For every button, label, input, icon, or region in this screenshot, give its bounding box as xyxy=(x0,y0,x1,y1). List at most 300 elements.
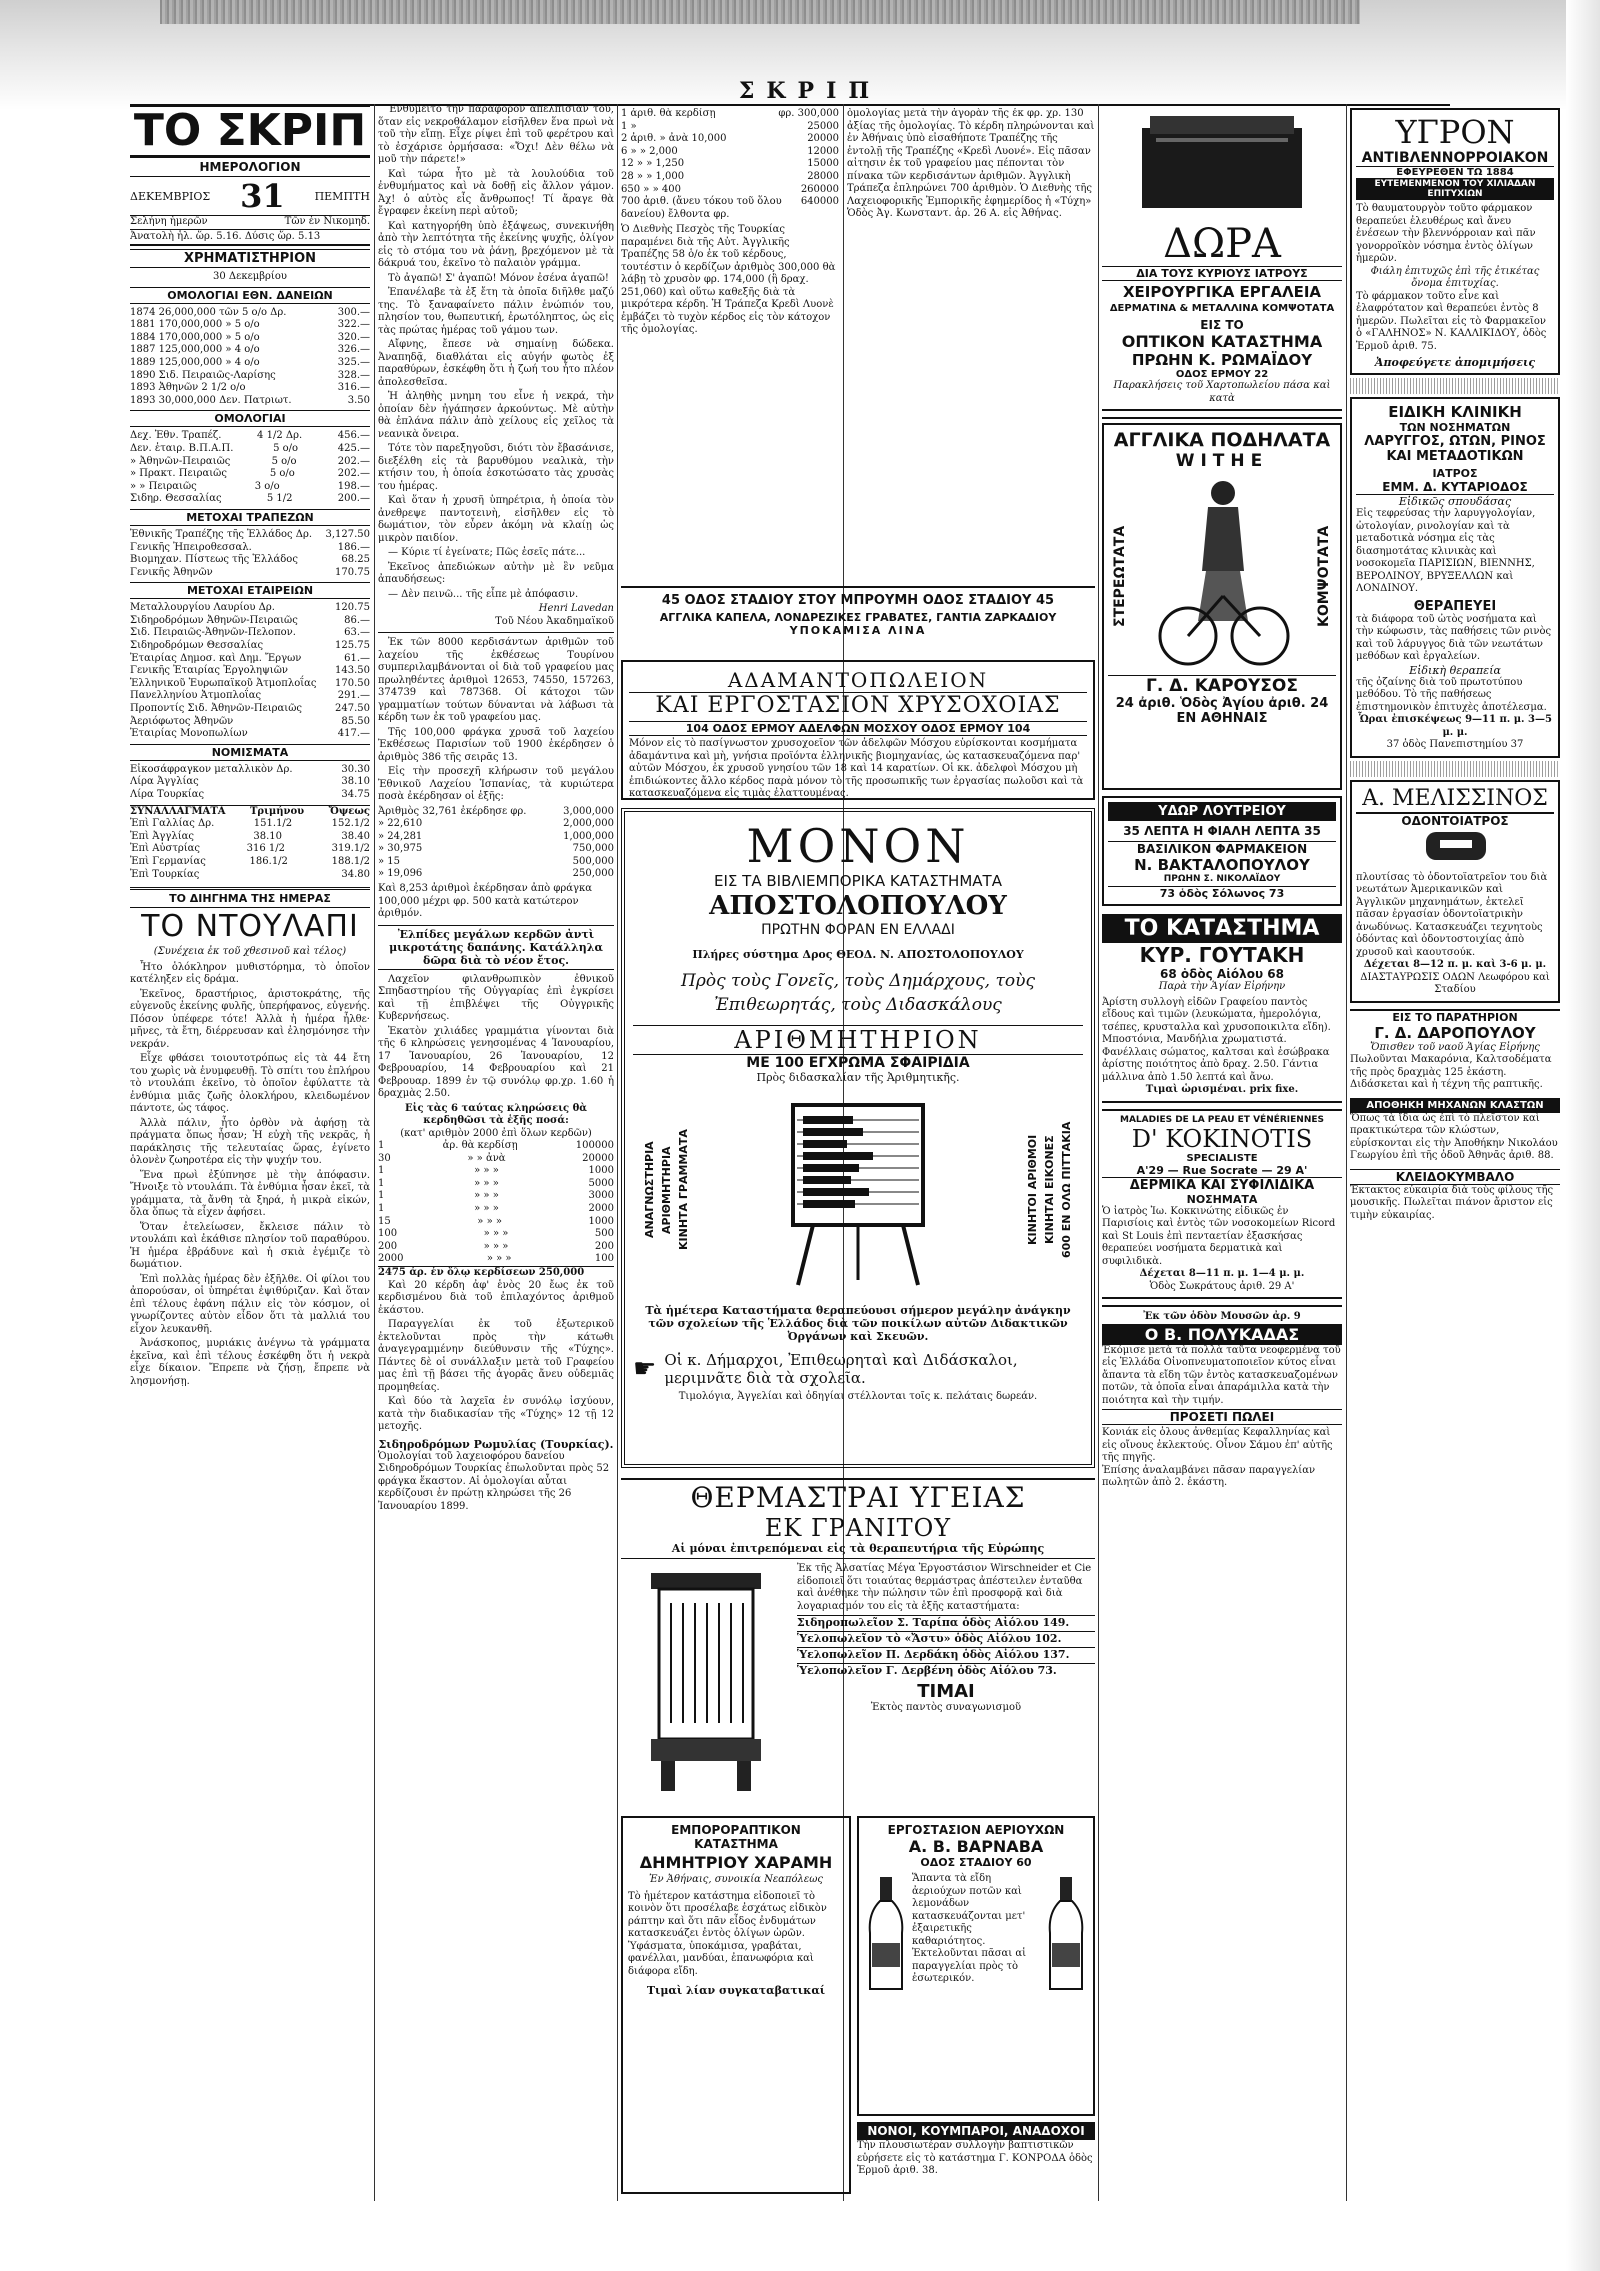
moon-text: Σελήνη ἡμερῶν xyxy=(130,216,208,227)
stove-image xyxy=(621,1563,791,1803)
exchange-rate-row-cell: 38.40 xyxy=(341,830,370,842)
abacus-illustration-block xyxy=(633,1090,1083,1300)
lottery-table-row-cell: 200 xyxy=(594,1240,614,1252)
kokinotis-hours: Δέχεται 8—11 π. μ. 1—4 μ. μ. xyxy=(1139,1268,1305,1279)
story-paragraph: Εἶχε φθάσει τοιουτοτρόπως εἰς τὰ 44 ἔτη του χωρὶς νὰ ἐνυμφευθῇ. Τὸ σπίτι του ἐπλήρου τὸ ντουλάπι ἐκεῖνο, τὸ ὁποῖον ἐφύλαττε τὰ ἐνθύμια μιᾶς ζωῆς ὁλοκλήρου, κλειδωμένον πάντοτε, ὡς τάφος. xyxy=(130,1053,370,1115)
loan-row-cell: 1887 125,000,000 » 4 ο/ο xyxy=(130,344,260,356)
loan-row-cell: 1874 26,000,000 τῶν 5 ο/ο Δρ. xyxy=(130,306,287,318)
prize-row-cell: » 19,096 xyxy=(378,868,423,880)
jewelry-text: Μόνον εἰς τὸ πασίγνωστον χρυσοχοεῖον τῶν ἀδελφῶν Μόσχου εὑρίσκονται κοσμήματα ἀδαμάντινα καὶ μὴ, γνήσια προϊόντα ἑλληνικῆς βιομηχανίας, ὡς κατασκευαζόμενα παρ' αὐτῶν Μόσχου, ἐκ χρυσοῦ γνησίου τῶν 18 καὶ 14 καρατίων. Οἱ κκ. ἀδελφοὶ Μόσχου μὴ ἐπιδιώκοντες ἄλλο κέρδος παρὰ μόνον τὸ τῆς προσωπικῆς των ἐργασίας πωλοῦσι καὶ τὰ κατασκευαζόμενα εἰς τιμὰς ἐλαττουμένας. xyxy=(629,738,1084,799)
optician-line-5: ΟΠΤΙΚΟΝ ΚΑΤΑΣΤΗΜΑ xyxy=(1121,332,1323,351)
pharmacy-ad xyxy=(1102,796,1342,906)
exchange-title: ΧΡΗΜΑΤΙΣΤΗΡΙΟΝ xyxy=(130,249,370,268)
lottery-table-row-cell: 1 xyxy=(378,1190,385,1202)
granite-stoves-ad xyxy=(621,1478,1095,1808)
story-paragraph: Καὶ κατηγορήθη ὑπὸ ἐξάψεως, συνεκινήθη ἀπὸ τὴν λεπτότητα τῆς ἐκείνης ψυχῆς, ὀλίγον εἰς τὸ στόμα του νὰ ῥάνῃ, βρεχόμενον μὲ τὰ δάκρυά του, ἐκεῖνο τὸ παλαιὸν γράμμα. xyxy=(378,220,614,269)
stoves-title-2: ΕΚ ΓΡΑΝΙΤΟΥ xyxy=(764,1514,952,1542)
company-share-row-cell: 63.— xyxy=(344,627,370,639)
company-share-row xyxy=(130,653,370,666)
story-paragraph: Ἐκεῖνος, δραστήριος, ἀριστοκράτης, τῆς εὐγενοῦς ἐκείνης φυλῆς, ὑπερήφανος, εὐγενής. Πόσον ὑπέφερε τότε! Ἀλλὰ ἡ ἡμέρα ἦλθε· μῆνες, τὰ ἔτη, διέρρευσαν καὶ ἐλησμόνησε τὴν νεκράν. xyxy=(130,988,370,1050)
column-rule xyxy=(1346,104,1347,2201)
currency-row-cell: Εἰκοσάφραγκον μεταλλικὸν Δρ. xyxy=(130,763,293,775)
clinic-text-3: τῆς ὀζαίνης διὰ τοῦ πρωτοτύπου μεθόδου. Τὸ τῆς παθήσεως ἐπιστημονικὸν ἐπιτυχὲς ἀποτέλεσμα. xyxy=(1356,676,1547,713)
ottoman-lottery-row xyxy=(621,146,839,159)
bottle-image xyxy=(864,1873,908,1993)
ygron-title-2: ΑΝΤΙΒΛΕΝΝΟΡΡΟΙΑΚΟΝ xyxy=(1361,150,1549,166)
company-share-row xyxy=(130,627,370,640)
exchange-rate-row-cell: Ἐπὶ Γερμανίας xyxy=(130,855,206,867)
polykadas-line-1: Ἐκ τῶν ὁδὸν Μουσῶν ἀρ. 9 xyxy=(1143,1311,1301,1322)
story-paragraph: Ἕνα πρωὶ ἐξύπνησε μὲ τὴν ἀπόφασιν. Ἤνοιξε τὸ ντουλάπι. Τὰ ἐνθύμια ἦσαν ἐκεῖ, τὰ γράμματα, τὰ ἄνθη τὰ ξηρά, ἡ μικρὰ εἰκών, ὅλα ὅπως τὰ εἶχεν ἀφήσει. xyxy=(130,1169,370,1219)
goutakis-store-ad xyxy=(1102,914,1342,1097)
bank-share-row-cell: 170.75 xyxy=(335,566,370,578)
company-share-row-cell: Σιδηροδρόμων Θεσσαλίας xyxy=(130,640,264,652)
lottery-table-row-cell: 1 xyxy=(378,1203,385,1215)
abacus-image xyxy=(773,1100,943,1290)
apostolopoulos-ad xyxy=(621,808,1095,1468)
currency-row xyxy=(130,764,370,777)
loan-row-cell: 316.— xyxy=(337,382,370,394)
bond-row xyxy=(130,493,370,506)
story-continuation xyxy=(378,104,614,601)
godparents-text: Τὴν πλουσιωτέραν συλλογὴν βαπτιστικῶν εὑρήσετε εἰς τὸ κατάστημα Γ. ΚΟΝΡΟΔΑ ὁδὸς Ἑρμοῦ ἀριθ. 38. xyxy=(857,2140,1093,2176)
exchange-rates-header xyxy=(130,806,370,819)
currency-row-cell: Λίρα Ἀγγλίας xyxy=(130,776,199,788)
bank-share-row xyxy=(130,567,370,580)
ottoman-lottery-row-cell: 25000 xyxy=(807,120,839,132)
stoves-prices-note: Ἐκτὸς παντὸς συναγωνισμοῦ xyxy=(870,1702,1022,1713)
bond-row-cell: 202.— xyxy=(337,455,370,467)
ottoman-lottery-row-cell: 12000 xyxy=(807,145,839,157)
loan-row-cell: 1881 170,000,000 » 5 ο/ο xyxy=(130,319,260,331)
lottery-table-row xyxy=(378,1241,614,1254)
broumis-store-title: 45 ΟΔΟΣ ΣΤΑΔΙΟΥ ΣΤΟΥ ΜΠΡΟΥΜΗ ΟΔΟΣ ΣΤΑΔΙΟΥ 45 xyxy=(661,593,1055,608)
prize-row xyxy=(378,856,614,869)
bicycles-address: 24 ἀριθ. Ὁδὸς Ἀγίου ἀριθ. 24 xyxy=(1115,696,1329,711)
article-paragraph: Ἑκατὸν χιλιάδες γραμμάτια γίνονται διὰ τῆς 6 κληρώσεις γενησομένας 4 Ἰανουαρίου, 17 Ἰανουαρίου, 26 Ἰανουαρίου, 12 Φεβρουαρίου, 14 Φεβρουαρίου καὶ 21 Φεβρουαρ. 1899 ἐν τῷ συνόλῳ φρ.χρ. 1.60 ἡ δραχμὰς 2.50. xyxy=(378,1025,614,1100)
story-paragraph: Τότε τὸν παρεξηγοῦσι, διότι τὸν ἔβασάνισε, διεξέλθη εἰς τὰ βαρυθύμου νεαλικὰ, τὴν κτήσιν του, ἡ ὁποία ἐσκοτώσατο τὰς χρυσὰς του ἡμέρας. xyxy=(378,443,614,492)
daropoulos-text: Πωλοῦνται Μακαρόνια, Καλτσοδέματα τῆς πρὸς δραχμὰς 125 ἑκάστη. Διδάσκεται καὶ ἡ τέχνη τῆς ραπτικῆς. xyxy=(1350,1054,1552,1090)
tailor-footer: Τιμαὶ λίαν συγκαταβατικαί xyxy=(646,1984,826,1997)
scan-top-shadow xyxy=(160,0,1360,24)
bond-row-cell: » Πρακτ. Πειραιῶς xyxy=(130,468,227,480)
bicycles-right-label: ΚΟΜΨΟΤΑΤΑ xyxy=(1316,525,1332,627)
ottoman-lottery-row-cell: 28000 xyxy=(807,170,839,182)
story-paragraph: Ἐνθυμεῖτο τὴν παράφορον ἀπελπισίαν του, ὅταν εἰς νεκροθάλαμον εἰσῆλθεν ἕνα πρωὶ νὰ τοῦ τὴν εἴπῃ. Εἶχε ρίψει ἐπὶ τοῦ φερέτρου καὶ τὸ ἐσχάρισε ὁρμήσασα: «Ὄχι! Δὲν θέλω νὰ μοῦ τὴν πάρετε!» xyxy=(378,104,614,165)
calendar-month: ΔΕΚΕΜΒΡΙΟΣ xyxy=(130,189,211,203)
clinic-title: ΕΙΔΙΚΗ ΚΛΙΝΙΚΗ xyxy=(1388,403,1522,421)
exchange-rate-row-cell: Ἐπὶ Γαλλίας Δρ. xyxy=(130,818,215,830)
column-1 xyxy=(130,104,370,2201)
lottery-orders-text xyxy=(378,1280,614,1434)
lottery-table-row-cell: » » » xyxy=(474,1165,499,1177)
goutakis-title: ΤΟ ΚΑΤΑΣΤΗΜΑ xyxy=(1102,914,1342,943)
story-paragraph: Καὶ ὅταν ἡ χρυσῆ ὑπηρέτρια, ἡ ὁποία τὸν ἀνεθρεψε παντοτεινὴ, εἰσῆλθεν εἰς τὸ δωμάτιον, τὸν εὗρεν ἀκόμη νὰ κλαίῃ ὡς μικρὸν παιδίον. xyxy=(378,495,614,544)
bank-share-row-cell: Γενικῆς Ἠπειροθεσσαλ. xyxy=(130,541,252,553)
company-shares-title: ΜΕΤΟΧΑΙ ΕΤΑΙΡΕΙΩΝ xyxy=(130,582,370,599)
bond-row-cell: 5 1/2 xyxy=(266,493,293,505)
bank-shares-title: ΜΕΤΟΧΑΙ ΤΡΑΠΕΖΩΝ xyxy=(130,509,370,526)
broumis-store-items: ΑΓΓΛΙΚΑ ΚΑΠΕΛΑ, ΛΟΝΔΡΕΖΙΚΕΣ ΓΡΑΒΑΤΕΣ, ΓΑΝΤΙΑ ΖΑΡΚΑΔΙΟΥ xyxy=(659,611,1057,624)
company-share-row xyxy=(130,690,370,703)
instrument-case-image xyxy=(1122,108,1322,218)
story-paragraph: — Κύριε τί ἐγείνατε; Πῶς ἐσεῖς πάτε... xyxy=(388,547,586,558)
barnavas-soda-ad xyxy=(857,1816,1095,2116)
prize-row-cell: » 15 xyxy=(378,855,401,867)
bond-row xyxy=(130,430,370,443)
piano-ad xyxy=(1350,1169,1560,1223)
article-paragraph: Λαχεῖον φιλανθρωπικὸν ἐθνικοῦ Σπηδαστηρίου τῆς Οὐγγαρίας ἐπὶ ἐγκρίσει καὶ τῇ ἐπιβλέψει τῆς Οὐγγρικῆς Κυβερνήσεως. xyxy=(378,973,614,1023)
prize-row-cell: 750,000 xyxy=(572,843,614,855)
dental-chair-image xyxy=(1356,828,1556,868)
company-share-row-cell: 61.— xyxy=(344,652,370,664)
jewelry-shop-ad xyxy=(621,660,1095,800)
story-paragraph: Ὅταν ἐτελείωσεν, ἔκλεισε πάλιν τὸ ντουλάπι καὶ ἐκάθισε πλησίον τοῦ παραθύρου. Ἡ ἡμέρα ἐβράδυνε καὶ ἡ σκιὰ ἐγέμιζε τὸ δωμάτιον. xyxy=(130,1221,370,1271)
kokinotis-head: MALADIES DE LA PEAU ET VÉNÉRIENNES xyxy=(1120,1114,1324,1125)
lottery-table-row-cell: 200 xyxy=(378,1240,398,1252)
broumis-store-items-2: ΥΠΟΚΑΜΙΣΑ ΛΙΝΑ xyxy=(789,624,927,637)
ottoman-lottery-row-cell: 6 » » 2,000 xyxy=(621,145,678,157)
column-rule xyxy=(617,104,618,2201)
exchange-rate-row-cell: 319.1/2 xyxy=(331,843,370,855)
daropoulos-ad xyxy=(1350,1009,1560,1092)
railway-bonds-title: Σιδηροδρόμων Ρωμυλίας (Τουρκίας). xyxy=(378,1437,614,1451)
ygron-line-1: ΕΦΕΥΡΕΘΕΝ ΤΩ 1884 xyxy=(1356,166,1554,178)
lottery-table-row xyxy=(378,1228,614,1241)
cyclist-image xyxy=(1148,471,1298,671)
column-rule xyxy=(1098,104,1099,2201)
clinic-line-3: ΚΑΙ ΜΕΤΑΔΟΤΙΚΩΝ xyxy=(1386,449,1524,464)
exchange-rates-header-cell: ΣΥΝΑΛΛΑΓΜΑΤΑ xyxy=(130,805,226,817)
lottery-table-row-cell: 15 xyxy=(378,1215,391,1227)
bicycles-brand: WITHE xyxy=(1175,451,1269,471)
jewelry-address: 104 ΟΔΟΣ ΕΡΜΟΥ ΑΔΕΛΦΩΝ ΜΟΣΧΟΥ ΟΔΟΣ ΕΡΜΟΥ 104 xyxy=(629,721,1087,736)
lottery-table-row-cell: » » » xyxy=(486,1253,512,1265)
prize-row-cell: 3,000,000 xyxy=(563,805,614,817)
loans-table xyxy=(130,307,370,408)
exchange-rate-row-cell: 152.1/2 xyxy=(331,818,370,830)
bank-share-row-cell: Γενικῆς Ἀθηνῶν xyxy=(130,566,213,578)
article-paragraph: Παραγγελίαι ἐκ τοῦ ἐξωτερικοῦ ἐκτελοῦνται πρὸς τὴν κάτωθι ἀναγεγραμμένην διεύθυνσιν τῆς «Τύχης». Πάντες δὲ οἱ συνάλλαξιν μετὰ τοῦ Γραφείου μας ἐπὶ τῇ βάσει τῆς ἀγορᾶς ἄνευ οὐδεμιᾶς προμηθείας. xyxy=(378,1319,614,1393)
ygron-text: Τὸ θαυματουργὸν τοῦτο φάρμακον θεραπεύει ἐλευθέρως καὶ ἄνευ ἐνέσεων τὴν βλεννόρροιαν καὶ πᾶν γονορροϊκὸν νόσημα ἐντὸς ὀλίγων ἡμερῶν. xyxy=(1356,203,1536,264)
bond-row-cell: 202.— xyxy=(337,468,370,480)
calendar-day: 31 xyxy=(240,177,285,215)
bank-share-row-cell: 3,127.50 xyxy=(325,528,370,540)
goutakis-name: ΚΥΡ. ΓΟΥΤΑΚΗ xyxy=(1139,943,1305,967)
bank-share-row-cell: 186.— xyxy=(337,541,370,553)
currency-row-cell: 30.30 xyxy=(341,763,370,775)
company-share-row-cell: Ἐταιρίας Δημοσ. καὶ Δημ. Ἔργων xyxy=(130,652,302,664)
story-paragraph: — Δὲν πεινῶ... τῆς εἶπε μὲ ἀπόφασιν. xyxy=(388,588,579,600)
article-paragraph: Καὶ 20 κέρδη ἀφ' ἑνὸς 20 ἔως ἐκ τοῦ κερδισμένου διὰ τοῦ ἐπιλαχόντος ἀριθμοῦ ἐκάστου. xyxy=(378,1279,614,1316)
prize-row xyxy=(378,806,614,819)
ygron-footer: Ἀποφεύγετε ἀπομιμήσεις xyxy=(1374,356,1536,369)
sewing-machines-title: ΑΠΟΘΗΚΗ ΜΗΧΑΝΩΝ ΚΛΑΣΤΩΝ xyxy=(1350,1098,1560,1113)
charamis-tailor-ad xyxy=(621,1816,851,2194)
jewelry-title: ΑΔΑΜΑΝΤΟΠΩΛΕΙΟΝ xyxy=(629,668,1087,693)
clinic-text: Εἰς τεφρεύσας τὴν λαρυγγολογίαν, ὠτολογίαν, ρινολογίαν καὶ τὰ μεταδοτικὰ νόσημα εἰς τὰς διασημοτάτας κλινικὰς καὶ νοσοκομεῖα ΠΑΡΙΣΙΩΝ, ΒΙΕΝΝΗΣ, ΒΕΡΟΛΙΝΟΥ, ΒΡΥΞΕΛΛΩΝ καὶ ΛΟΝΔΙΝΟΥ. xyxy=(1356,508,1536,594)
bond-row xyxy=(130,443,370,456)
ottoman-lottery-row-cell: φρ. 300,000 xyxy=(778,108,839,119)
loan-row-cell: 328.— xyxy=(337,369,370,381)
calendar-moon-saint xyxy=(130,216,370,230)
railway-bonds-text: Ὁμολογίαι τοῦ λαχειοφόρου δανείου Σιδηροδρόμων Τουρκίας ἐπωλοῦνται πρὸς 52 φράγκα ἕκαστον. Αἱ ὁμολογίαι αὗται κερδίζουσι ἐν πρώτῃ κληρώσει τῆς 26 Ἰανουαρίου 1899. xyxy=(378,1450,610,1512)
kokinotis-doctor-ad xyxy=(1102,1115,1342,1294)
company-share-row-cell: Σιδ. Πειραιῶς-Ἀθηνῶν-Πελοπον. xyxy=(130,627,296,639)
company-share-row xyxy=(130,602,370,615)
company-share-row xyxy=(130,640,370,653)
company-shares-table xyxy=(130,602,370,741)
mayors-notice-text: Οἱ κ. Δήμαρχοι, Ἐπιθεωρηταὶ καὶ Διδάσκαλοι, μεριμνᾶτε διὰ τὰ σχολεῖα. xyxy=(664,1351,1018,1387)
company-share-row-cell: 143.50 xyxy=(335,665,370,677)
daropoulos-line-1: ΕΙΣ ΤΟ ΠΑΡΑΤΗΡΙΟΝ xyxy=(1350,1009,1560,1024)
bicycle-illustration-block xyxy=(1108,471,1336,671)
ottoman-lottery-row-cell: 700 ἀριθ. (ἄνευ τόκου τοῦ ὅλου δανείου) ἔλθοντα φρ. xyxy=(621,196,782,220)
ottoman-lottery-row-cell: 1 » xyxy=(621,120,637,132)
company-share-row-cell: 417.— xyxy=(337,728,370,740)
ottoman-lottery-row-cell: 650 » » 400 xyxy=(621,183,681,195)
exchange-rates-header-cell: Ὄψεως xyxy=(328,805,370,817)
company-share-row xyxy=(130,703,370,716)
kokinotis-text: Ὁ ἰατρὸς Ἰω. Κοκκινώτης εἰδικῶς ἐν Παρισίοις καὶ ἐντὸς τῶν νοσοκομείων Ricord καὶ St Louis ἐπὶ πενταετίαν ἐξασκήσας θεραπεύει νοσήματα δερματικὰ καὶ συφιλιδικὰ. xyxy=(1102,1205,1336,1267)
abacus-side-label: 600 ΕΝ ΟΛΩ ΠΙΤΤΑΚΙΑ xyxy=(1060,1121,1073,1259)
loan-row xyxy=(130,332,370,345)
lottery-table xyxy=(378,1140,614,1266)
loan-row xyxy=(130,370,370,383)
company-share-row-cell: Ἀεριόφωτος Ἀθηνῶν xyxy=(130,715,234,727)
company-share-row-cell: Προποντίς Σιδ. Ἀθηνῶν-Πειραιῶς xyxy=(130,703,302,715)
prize-row-cell: 1,000,000 xyxy=(563,830,614,842)
ottoman-lottery-text: Ὁ Διεθνὴς Πεσχὸς τῆς Τουρκίας παραμένει διὰ τῆς Αὐτ. Ἀγγλικῆς Τραπέζης 58 ὁ/ο ἐκ τοῦ κέρδους, τουτέστιν ὁ κερδίζων ἀριθμὸς 300,000 θὰ λάβῃ τὸ χρυσὸν φρ. 174,000 (ἢ δραχ. 251,060) καὶ οὕτω καθεξῆς διὰ τὰ μικρότερα κέρδη. Ἡ Τράπεζα Κρεδὶ Λυονὲ ἐμβάζει τὸ τυχὸν κέρδος εἰς τὸν κάτοχον τῆς ὁμολογίας. xyxy=(621,224,836,336)
polykadas-name: Ο Β. ΠΟΛΥΚΑΔΑΣ xyxy=(1102,1324,1342,1345)
bond-row-cell: 5 ο/ο xyxy=(273,442,299,454)
story-paragraph: Καὶ τώρα ἦτο μὲ τὰ λουλούδια τοῦ ἐνθυμήματος καὶ νὰ δοθῇ εἰς ἄλλον γάμον. Ἀχ! ὁ αὐτὸς εἶς ἄνθρωπος! Τί ἄραγε θὰ ἔγραφεν ἐκείνη περὶ αὐτοῦ; xyxy=(378,168,614,217)
sunrise-sunset: Ἀνατολὴ ἡλ. ὥρ. 5.16. Δύσις ὥρ. 5.13 xyxy=(130,230,370,247)
bond-row-cell: 456.— xyxy=(337,430,370,442)
company-share-row xyxy=(130,665,370,678)
stoves-text: Ἐκ τῆς Ἀλσατίας Μέγα Ἐργοστάσιον Wirschneider et Cie εἰδοποιεῖ ὅτι τοιαύτας θερμάστρας ἀπέστειλεν ἐνταῦθα καὶ ἀνέθηκε τὴν πώλησιν τῶν ἐπὶ προσφορᾷ καὶ διὰ λογαριασμόν του εἰς τὰ ἑξῆς καταστήματα: xyxy=(797,1563,1092,1612)
loan-row-cell: 1889 125,000,000 » 4 ο/ο xyxy=(130,356,260,368)
lottery-table-sub: (κατ' αριθμὸν 2000 ἐπὶ ὅλων κερδῶν) xyxy=(400,1127,592,1139)
exchange-rate-row-cell: Ἐπὶ Τουρκίας xyxy=(130,868,200,880)
godparents-ad xyxy=(857,2122,1095,2194)
prize-row-cell: Ἀριθμὸς 32,761 ἐκέρδησε φρ. xyxy=(378,805,527,817)
clinic-line-1: ΤΩΝ ΝΟΣΗΜΑΤΩΝ xyxy=(1399,421,1511,434)
optician-line-8: Παρακλήσεις τοῦ Χαρτοπωλείου πάσα καὶ κατὰ xyxy=(1113,380,1331,404)
abacus-side-label: ΑΝΑΓΝΩΣΤΗΡΙΑ xyxy=(643,1141,656,1239)
company-share-row-cell: 291.— xyxy=(337,690,370,702)
column-2 xyxy=(378,104,614,2201)
bond-row xyxy=(130,456,370,469)
ottoman-lottery-row-cell: 20000 xyxy=(807,133,839,145)
column-rule xyxy=(374,104,375,2201)
soda-text: Ἅπαντα τὰ εἴδη ἀεριούχων ποτῶν καὶ λεμονάδων κατασκευάζονται μετ' ἐξαιρετικῆς καθαριότητος. Ἐκτελοῦνται πᾶσαι αἱ παραγγελίαι πρὸς τὸ ἐσωτερικόν. xyxy=(912,1873,1027,1984)
bond-row-cell: 200.— xyxy=(337,493,370,505)
lottery-table-row-cell: » » ἀνὰ xyxy=(467,1152,506,1164)
loans-title: ΟΜΟΛΟΓΙΑΙ ΕΘΝ. ΔΑΝΕΙΩΝ xyxy=(130,287,370,304)
divider xyxy=(1102,1297,1342,1307)
scan-right-edge xyxy=(1566,0,1600,2271)
sewing-machines-ad xyxy=(1350,1098,1560,1163)
lottery-table-row-cell: 1 xyxy=(378,1140,385,1152)
exchange-rate-row-cell: 38.10 xyxy=(253,830,282,842)
company-share-row-cell: 125.75 xyxy=(335,640,370,652)
stoves-prices: ΤΙΜΑΙ xyxy=(917,1681,975,1702)
article-paragraph: Εἰς τὴν προσεχῆ κλήρωσιν τοῦ μεγάλου Ἐθνικοῦ Λαχείου Ἰσπανίας, τὰ κυριώτερα ποσὰ ἐκέρδησαν οἱ ἑξῆς: xyxy=(378,766,614,802)
lottery-table-row-cell: » » » xyxy=(483,1228,509,1240)
optician-title: ΔΩΡΑ xyxy=(1163,221,1281,267)
lottery-table-title: Εἰς τὰς 6 ταύτας κληρώσεις θὰ κερδηθῶσι τὰ ἑξῆς ποσά: xyxy=(405,1102,587,1127)
lottery-article xyxy=(378,637,614,804)
article-paragraph: Ἐκ τῶν 8000 κερδισάντων ἀριθμῶν τοῦ λαχείου τῆς ἐκθέσεως Τουρίνου συμπεριλαμβάνονται οἱ διὰ τοῦ γραφείου μας πρωληθέντες ἀριθμοὶ 12653, 74550, 157263, 374739 καὶ 787368. Οἱ κάτοχοι τῶν γραμματίων τούτων δύνανται νὰ λάβωσι τὰ κέρδη των ἐκ τοῦ γραφείου μας. xyxy=(378,637,614,723)
soda-address: ΟΔΟΣ ΣΤΑΔΙΟΥ 60 xyxy=(920,1856,1032,1869)
kokinotis-gr-sub: ΝΟΣΗΜΑΤΑ xyxy=(1186,1192,1258,1206)
ottoman-lottery-row-cell: 1 ἀριθ. θὰ κερδίσῃ xyxy=(621,108,716,119)
bonds-title: ΟΜΟΛΟΓΙΑΙ xyxy=(130,410,370,427)
stoves-shop-list xyxy=(797,1615,1095,1677)
bond-row-cell: » » Πειραιῶς xyxy=(130,480,197,492)
pharmacy-line-4: ΠΡΩΗΝ Σ. ΝΙΚΟΛΑΪΔΟΥ xyxy=(1163,874,1281,884)
piano-text: Ἐκτακτος εὐκαιρία διὰ τοὺς φίλους τῆς μουσικῆς. Πωλεῖται πιάνον ἄριστον εἰς τιμὴν εὐκαιρίας. xyxy=(1350,1184,1554,1221)
hungarian-lottery-text xyxy=(378,974,614,1101)
stove-shop-item: Ὑελοπωλεῖον τὸ «Ἄστυ» ὁδὸς Αἰόλου 102. xyxy=(797,1631,1095,1645)
dentist-address: ΔΙΑΣΤΑΥΡΩΣΙΣ ΟΔΩΝ Λεωφόρου καὶ Σταδίου xyxy=(1360,971,1550,995)
loan-row-cell: 1893 30,000,000 Δεν. Πατριωτ. xyxy=(130,394,292,406)
tailor-name: ΔΗΜΗΤΡΙΟΥ ΧΑΡΑΜΗ xyxy=(639,1853,833,1872)
kokinotis-gr-title: ΔΕΡΜΙΚΑ ΚΑΙ ΣΥΦΙΛΙΔΙΚΑ xyxy=(1102,1177,1342,1193)
prize-row xyxy=(378,831,614,844)
piano-title: ΚΛΕΙΔΟΚΥΜΒΑΛΟ xyxy=(1350,1169,1560,1185)
story-section-title: ΤΟ ΔΙΗΓΗΜΑ ΤΗΣ ΗΜΕΡΑΣ xyxy=(130,890,370,908)
tailor-address: Ἐν Ἀθήναις, συνοικία Νεαπόλεως xyxy=(649,1874,823,1885)
monon-script: Πρὸς τοὺς Γονεῖς, τοὺς Δημάρχους, τοὺς Ἐπιθεωρητάς, τοὺς Διδασκάλους xyxy=(681,971,1035,1015)
broumis-store-ad xyxy=(621,586,1095,654)
loan-row-cell: 1884 170,000,000 » 5 ο/ο xyxy=(130,331,260,343)
daropoulos-name: Γ. Δ. ΔΑΡΟΠΟΥΛΟΥ xyxy=(1374,1023,1536,1042)
ornamental-border xyxy=(1350,378,1560,394)
optician-line-6: ΠΡΩΗΝ Κ. ΡΩΜΑΪΔΟΥ xyxy=(1131,351,1313,369)
lottery-table-row-cell: » » » xyxy=(474,1203,499,1215)
stove-shop-item: Σιδηροπωλεῖον Σ. Ταρίπα ὁδὸς Αἰόλου 149. xyxy=(797,1615,1095,1629)
abacus-subtitle-2: Πρὸς διδασκαλίαν τῆς Ἀριθμητικῆς. xyxy=(756,1071,960,1084)
dentist-text: πλουτίσας τὸ ὀδοντοϊατρεῖον του διὰ νεωτάτων Ἀμερικανικῶν καὶ Ἀγγλικῶν μηχανημάτων, ἐκτελεῖ πᾶσαν ἐργασίαν ὀδοντοϊατρικὴν ἀνωδύνως. Κατασκευάζει τεχνητοὺς ὀδόντας καὶ ὀδοντοστοιχίας ἀπὸ χρυσοῦ καὶ καουτσούκ. xyxy=(1356,871,1548,958)
prize-note: Καὶ 8,253 ἀριθμοὶ ἐκέρδησαν ἀπὸ φράγκα 100,000 μέχρι φρ. 500 κατὰ κατώτερον ἀριθμόν. xyxy=(378,883,592,920)
story-paragraph: Ἐκεῖνος ἀπεδιώκων αὐτὴν μὲ ἓν νεῦμα ἀπαυδήσεως: xyxy=(378,561,614,585)
exchange-rate-row-cell: Ἐπὶ Ἀγγλίας xyxy=(130,830,194,842)
pharmacy-line-2: ΒΑΣΙΛΙΚΟΝ ΦΑΡΜΑΚΕΙΟΝ xyxy=(1108,841,1336,856)
ottoman-lottery-row-cell: 260000 xyxy=(800,183,839,195)
story-title: ΤΟ ΝΤΟΥΛΑΠΙ xyxy=(141,909,359,945)
loan-row-cell: 300.— xyxy=(337,306,370,318)
calendar-heading: ΗΜΕΡΟΛΟΓΙΟΝ xyxy=(130,158,370,177)
clinic-doctor-title: ΙΑΤΡΟΣ xyxy=(1432,467,1478,480)
soda-name: Α. Β. ΒΑΡΝΑΒΑ xyxy=(908,1837,1044,1856)
loan-row-cell: 1893 Ἀθηνῶν 2 1/2 ο/ο xyxy=(130,382,246,394)
company-share-row-cell: 247.50 xyxy=(335,703,370,715)
bond-row-cell: 5 ο/ο xyxy=(269,468,295,480)
company-share-row-cell: 170.50 xyxy=(335,677,370,689)
bicycles-title: ΑΓΓΛΙΚΑ ΠΟΔΗΛΑΤΑ xyxy=(1113,429,1331,451)
exchange-rate-row-cell: 151.1/2 xyxy=(253,818,293,830)
bond-row-cell: Δεχ. Ἐθν. Τραπέζ. xyxy=(130,430,222,442)
ygron-line-2: ΕΥΤΕΜΕΝΜΕΝΟΝ ΤΟΥ ΧΙΛΙΑΔΑΝ ΕΠΙΤΥΧΙΩΝ xyxy=(1356,178,1554,200)
lottery-headline: Ἐλπίδες μεγάλων κερδῶν ἀντὶ μικροτάτης δαπάνης. Κατάλληλα δῶρα διὰ τὸ νέον ἔτος. xyxy=(378,925,614,970)
currency-row xyxy=(130,776,370,789)
ygron-title: ΥΓΡΟΝ xyxy=(1395,113,1515,151)
currency-table xyxy=(130,764,370,802)
bank-share-row xyxy=(130,554,370,567)
ottoman-lottery-row-cell: 28 » » 1,000 xyxy=(621,170,685,182)
story-paragraph: Ἦτο ὁλόκληρον μυθιστόρημα, τὸ ὁποῖον κατέληξεν εἰς δράμα. xyxy=(130,961,370,986)
article-paragraph: Καὶ δύο τὰ λαχεῖα ἐν συνόλῳ ἰσχύουν, κατὰ τὴν διαδικασίαν τῆς «Τύχης» 12 τῇ 12 μετοχῆς. xyxy=(378,1396,614,1432)
mayors-notice xyxy=(633,1351,1083,1387)
monon-line-1: ΕΙΣ ΤΑ ΒΙΒΛΙΕΜΠΟΡΙΚΑ ΚΑΤΑΣΤΗΜΑΤΑ xyxy=(714,872,1002,890)
column-3-top xyxy=(621,108,839,580)
clinic-hours: Ὧραι ἐπισκέψεως 9—11 π. μ. 3—5 μ. μ. xyxy=(1358,714,1552,738)
calendar-weekday: ΠΕΜΠΤΗ xyxy=(314,189,370,203)
company-share-row-cell: 120.75 xyxy=(335,602,370,614)
lottery-table-row-cell: 30 xyxy=(378,1152,391,1164)
story-paragraph: Ἀλλὰ πάλιν, ἦτο ὀρθὸν νὰ ἀφήσῃ τὰ πράγματα ὅπως ἦσαν; Ἡ εὐχὴ τῆς νεκρᾶς, ἡ παράκλησις τῆς τελευταίας ὥρας, ἐγίνετο ὁλονὲν ζωηροτέρα εἰς τὴν ψυχήν του. xyxy=(130,1117,370,1167)
company-share-row-cell: Πανελληνίου Ἀτμοπλοΐας xyxy=(130,690,262,702)
bond-row-cell: » Ἀθηνῶν-Πειραιῶς xyxy=(130,455,231,467)
bond-row-cell: 4 1/2 Δρ. xyxy=(257,430,303,442)
goutakis-address: 68 ὁδὸς Αἰόλου 68 xyxy=(1160,967,1284,981)
story-paragraph: Τὸ ἀγαπῶ! Σ' ἀγαπῶ! Μόνον ἐσένα ἀγαπῶ! xyxy=(388,272,609,284)
lottery-table-row xyxy=(378,1190,614,1203)
loan-row xyxy=(130,319,370,332)
bank-share-row xyxy=(130,542,370,555)
polykadas-sub: ΠΡΟΣΕΤΙ ΠΩΛΕΙ xyxy=(1102,1409,1342,1425)
ottoman-lottery-row xyxy=(621,196,839,221)
tailor-title: ΕΜΠΟΡΟΡΑΠΤΙΚΟΝ ΚΑΤΑΣΤΗΜΑ xyxy=(671,1823,801,1851)
loan-row xyxy=(130,395,370,408)
ottoman-lottery-row-cell: 2 ἀριθ. » ἀνὰ 10,000 xyxy=(621,133,727,145)
calendar-date xyxy=(130,177,370,216)
polykadas-text: Ἐκόμισε μετὰ τὰ πολλὰ ταῦτα νεοφερμένα τοῦ εἰς Ἑλλάδα Οἰνοπνευματοποιεῖον κύτος εἶναι ἄπαντα τὰ εἴδη τῶν ἐντὸς κατασκευαζομένων ποτῶν, τὰ ὁποῖα εἶναι ἀπαράμιλλα κατὰ τὴν ποιότητα καὶ τὴν τιμήν. xyxy=(1102,1344,1341,1406)
clinic-special: Εἰδικὴ θεραπεία xyxy=(1409,663,1501,677)
story-signature: Henri Lavedan xyxy=(538,603,614,614)
stoves-text-block xyxy=(791,1563,1095,1803)
lottery-table-row xyxy=(378,1140,614,1153)
abacus-side-label: ΚΙΝΗΤΑ ΓΡΑΜΜΑΤΑ xyxy=(677,1129,690,1251)
soda-title: ΕΡΓΟΣΤΑΣΙΟΝ ΑΕΡΙΟΥΧΩΝ xyxy=(887,1823,1065,1837)
lottery-table-row-cell: 3000 xyxy=(588,1190,614,1202)
ygron-text-2: Τὸ φάρμακον τοῦτο εἶνε καὶ ἐλαφρότατον καὶ θεραπεύει ἐντὸς 8 ἡμερῶν. Πωλεῖται εἰς τὸ Φαρμακεῖον ὁ «ΓΑΛΗΝΟΣ» Ν. ΚΑΛΛΙΚΙΔΟΥ, ὁδὸς Ἑρμοῦ ἀριθ. 75. xyxy=(1356,290,1547,352)
loan-row-cell: 3.50 xyxy=(347,394,370,406)
abacus-title: ΑΡΙΘΜΗΤΗΡΙΟΝ xyxy=(633,1025,1083,1055)
exchange-rate-row-cell: 316 1/2 xyxy=(246,843,285,855)
stoves-title: ΘΕΡΜΑΣΤΡΑΙ ΥΓΕΙΑΣ xyxy=(621,1478,1095,1514)
bank-share-row xyxy=(130,529,370,542)
prize-row-cell: 500,000 xyxy=(572,855,614,867)
bank-share-row-cell: Ἐθνικῆς Τραπέζης τῆς Ἑλλάδος Δρ. xyxy=(130,528,313,540)
exchange-rate-row xyxy=(130,831,370,844)
column-5 xyxy=(1102,108,1342,2198)
ottoman-lottery-row xyxy=(621,121,839,134)
pharmacy-line-3: Ν. ΒΑΚΤΑΛΟΠΟΥΛΟΥ xyxy=(1134,856,1310,874)
daropoulos-line-2: Ὄπισθεν τοῦ ναοῦ Ἁγίας Εἰρήνης xyxy=(1370,1041,1540,1053)
bonds-table xyxy=(130,430,370,506)
kokinotis-specialist: SPECIALISTE xyxy=(1186,1152,1258,1164)
lottery-table-row xyxy=(378,1153,614,1166)
exchange-rate-row-cell: 34.80 xyxy=(341,868,370,880)
company-share-row-cell: Γενικῆς Ἐταιρίας Ἐργοληψιῶν xyxy=(130,665,288,677)
story-body xyxy=(130,962,370,1389)
lottery-continuation-text: ὁμολογίας μετὰ τὴν ἀγορὰν τῆς ἐκ φρ. χρ. 130 ἀξίας τῆς ὁμολογίας. Τὸ κέρδη πληρώνονται καὶ ἐν Ἀθήναις ὑπὸ εἰσαθήποτε Τραπέζης τῆς ἐντολῇ τῆς Τραπέζης «Κρεδὶ Λυονέ». Εἰς πᾶσαν αἰτησιν ἐκ τοῦ γραφείου μας πέπονται τὸν πίνακα τῶν κερδισάντων ἀριθμῶν. Ἀγγλικὴ Τράπεζα ἐπληρώνει 700 ἀριθμὸν. Ὁ Διεθνὴς τῆς Λαχειοφορικῆς Ἐμπορικῆς ἐφημερίδος ἡ «Τύχη» Ὁδὸς Ἀγ. Κωνσταντ. ἀρ. 26 Α. εἰς Ἀθήνας. xyxy=(847,108,1095,219)
company-share-row-cell: 85.50 xyxy=(341,715,370,727)
lottery-table-row-cell: 100000 xyxy=(575,1140,614,1152)
